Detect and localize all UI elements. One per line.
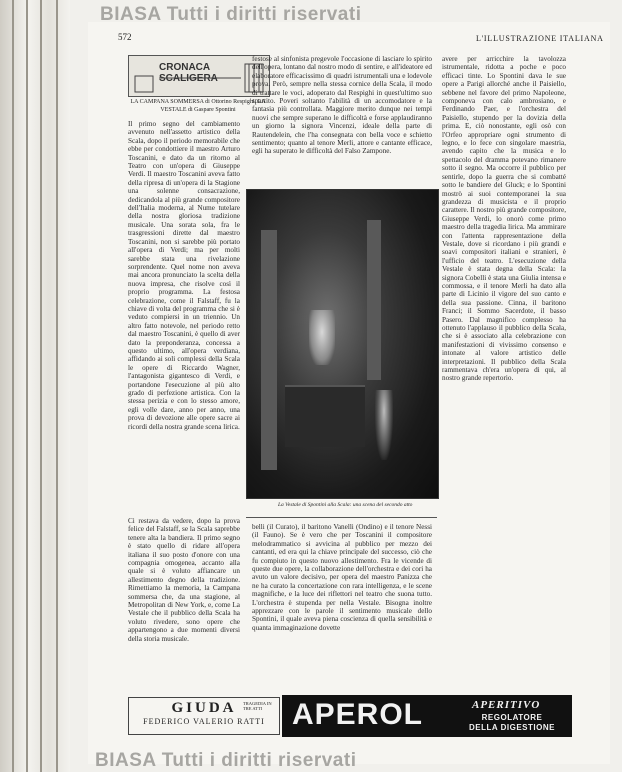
article-column-3: avere per arricchire la tavolozza istrumentale, ridotta a poche e poco efficaci tinte. Lo Spontini dava le sue opere a Parigi allorché anche il Paisiello, sebbene nel favore del primo Napoleone, componeva con calo ambrosiano, e Ferdinando Paer, e l'orchestra del Paisiello, stupendo per la dovizia della prima. E, ciò nonostante, egli osò con l'Orfeo appropriare ogni strumento di legno, e lo fece con singolare maestria, avendo capito che la musica e lo spettacolo del dramma potevano rimanere sotto il segno. Ma occorre il pubblico per sentirle, dopo la guerra che si combatté sotto le bandiere del Gluck; e lo Spontini mostrò ai suoi contemporanei la sua grandezza di musicista e il proprio carattere. Il nostro più grande compositore, Giuseppe Verdi, lo onorò come primo maestro della tragedia lirica. Ma ammirare con l'attenta rappresentazione della Vestale, dove si ricordano i più grandi e soavi compositori italiani e stranieri, è l'ufficio del teatro. L'esecuzione della Vestale è stata degna della Scala: la signora Cobelli è stata una Giulia intensa e commossa, e il tenore Merli ha dato alla parte di Licinio il vigore del suo canto e della sua passione. Cinna, il baritono Franci; il Sommo Sacerdote, il basso Pasero. Dal magnifico complesso ha ottenuto l'applauso il pubblico della Scala, che si è associato alla celebrazione con manifestazioni di vivissimo consenso e intonate al valore artistico delle interpretazioni. Il pubblico della Scala rammentava ch'era un'opera di qui, al nostro grande repertorio.: [442, 55, 566, 383]
column-logo-label: CRONACA SCALIGERA: [159, 62, 218, 84]
watermark-top: BIASA Tutti i diritti riservati: [100, 4, 362, 25]
stage-photograph: [246, 189, 439, 499]
watermark-bottom: BIASA Tutti i diritti riservati: [95, 750, 357, 771]
aperol-logo: APEROL: [292, 698, 424, 731]
page-edge-line: [40, 0, 42, 772]
vestal-figure: [309, 310, 335, 365]
giuda-author: FEDERICO VALERIO RATTI: [143, 717, 265, 726]
page-edge-line: [26, 0, 28, 772]
running-head: L'ILLUSTRAZIONE ITALIANA: [476, 34, 604, 43]
page-edge-line: [12, 0, 14, 772]
column-logo: [128, 55, 270, 97]
temple-column: [367, 220, 381, 380]
article-column-1-lower: Ci restava da vedere, dopo la prova felice del Falstaff, se la Scala saprebbe tenere alta la bandiera. Il primo segno è stato quello di ridare all'opera italiana il suo posto d'onore con una compagnia omogenea, accanto alla quale si è voluto affiancare un allestimento degno della tradizione. Rimettiamo la memoria, la Campana sommersa che, da una stagione, al Metropolitan di New York, e, come La Vestale che il pubblico della Scala ha voluto rivedere, sono opere che appartengono a due momenti diversi della storia musicale.: [128, 517, 240, 643]
theatre-facade-icon: [129, 56, 269, 96]
article-column-2: festose al sinfonista pregevole l'occasione di lasciare lo spirito dell'opera, lontano dal nostro modo di sentire, e all'ideatore ed elaboratore efficacissimo di quadri istrumentali una e lodevole prova. Però, sempre nella stessa cornice della Scala, il modo di trattare le voci, adoperato dal Respighi in quest'ultimo suo spartito. Poveri soltanto l'abilità di un accomodatore e la fantasia più controllata. Maggiore merito dunque nei tempi nuovi che sempre superano le difficoltà e forse applaudiranno un giorno la signora Vincenzi, ideale della parte di Rautendelein, che l'ha consegnata con bella voce e schietto sentimento; quanto al tenore Merli, attore e cantante efficace, egli ha superato le difficoltà del Falso Zampone.: [252, 55, 432, 156]
book-spine: [0, 0, 70, 772]
aperol-advertisement: [282, 695, 572, 737]
giuda-subtitle: TRAGEDIA IN TRE ATTI: [243, 701, 272, 711]
photo-caption: La Vestale di Spontini alla Scala: una scena del secondo atto: [278, 502, 413, 508]
temple-column: [261, 230, 277, 470]
aperol-slogan: APERITIVO: [472, 699, 541, 711]
page-edge-line: [56, 0, 58, 772]
article-column-1: Il primo segno del cambiamento avvenuto nell'assetto artistico della Scala, dopo il periodo memorabile che ebbe per condottiere il maestro Arturo Toscanini, e dato da un ritorno al Teatro con un'opera di Giuseppe Verdi. Il maestro Toscanini aveva fatto della ripresa di un'opera di la Stagione una solenne consacrazione, dedicandola al più grande compositore dell'Italia moderna, al Nume tutelare della nostra gloriosa tradizione musicale. Una sorata sola, fra le trasgressioni dirette dal maestro Toscanini, non si sarebbe più portato all'opera di Verdi; ma per molti sarebbe stata una rivelazione sorprendente. Quel nome non aveva mai ancora pronunciato la scelta della nuova impresa, che risolve così il proprio programma. La festosa celebrazione, come il Falstaff, fu la chiave di volta del programma che si è veduto compiersi in un triennio. Un altro fatto notevole, nel periodo retto dal maestro Toscanini, è quello di aver dato la preponderanza, concessa a questo ultimo, all'opera verdiana, affidando ai soli complessi della Scala le opere di Riccardo Wagner, l'antagonista gigantesco di Verdi, e portandone l'esecuzione al più alto grado di perfezione artistica. Con la stessa perizia e con lo stesso amore, egli volle dare, anno per anno, una prova di devozione alle opere sacre ai ricordi della nostra grande scena lirica.: [128, 120, 240, 431]
aperol-tagline-2: DELLA DIGESTIONE: [469, 723, 555, 732]
divider: [246, 517, 437, 518]
giuda-title: GIUDA: [171, 700, 237, 716]
standing-figure: [375, 390, 393, 460]
page-number: 572: [118, 32, 132, 42]
giuda-advertisement: [128, 697, 280, 735]
altar: [285, 385, 365, 447]
aperol-tagline: [457, 713, 567, 733]
article-column-2-lower: belli (il Curato), il baritono Vanelli (Ondino) e il tenore Nessi (il Fauno). Se è vero che per Toscanini il compositore melodrammatico si avvicina al pubblico per mezzo dei cantanti, ed era qui la chiave principale del successo, ciò che fu compiuto in questo nuovo allestimento. Fra le vicende di queste due opere, la collaborazione dell'orchestra e dei cori ha avuto un valore decisivo, per opera del maestro Panizza che ne ha curato la concertazione con rara intelligenza, e le scene magnifiche, e la luce dei riflettori nel teatro che suona tutto. L'orchestra è stupenda per nella Vestale. Bisogna inoltre apprezzare con le parole il sentimento musicale dello Spontini, il quale aveva piena coscienza di quella sensibilità e quanta immaginazione dovette: [252, 523, 432, 632]
review-subtitle: LA CAMPANA SOMMERSA di Ottorino Respighi. LA VESTALE di Gaspare Spontini: [130, 99, 266, 113]
aperol-tagline-1: REGOLATORE: [481, 713, 543, 722]
